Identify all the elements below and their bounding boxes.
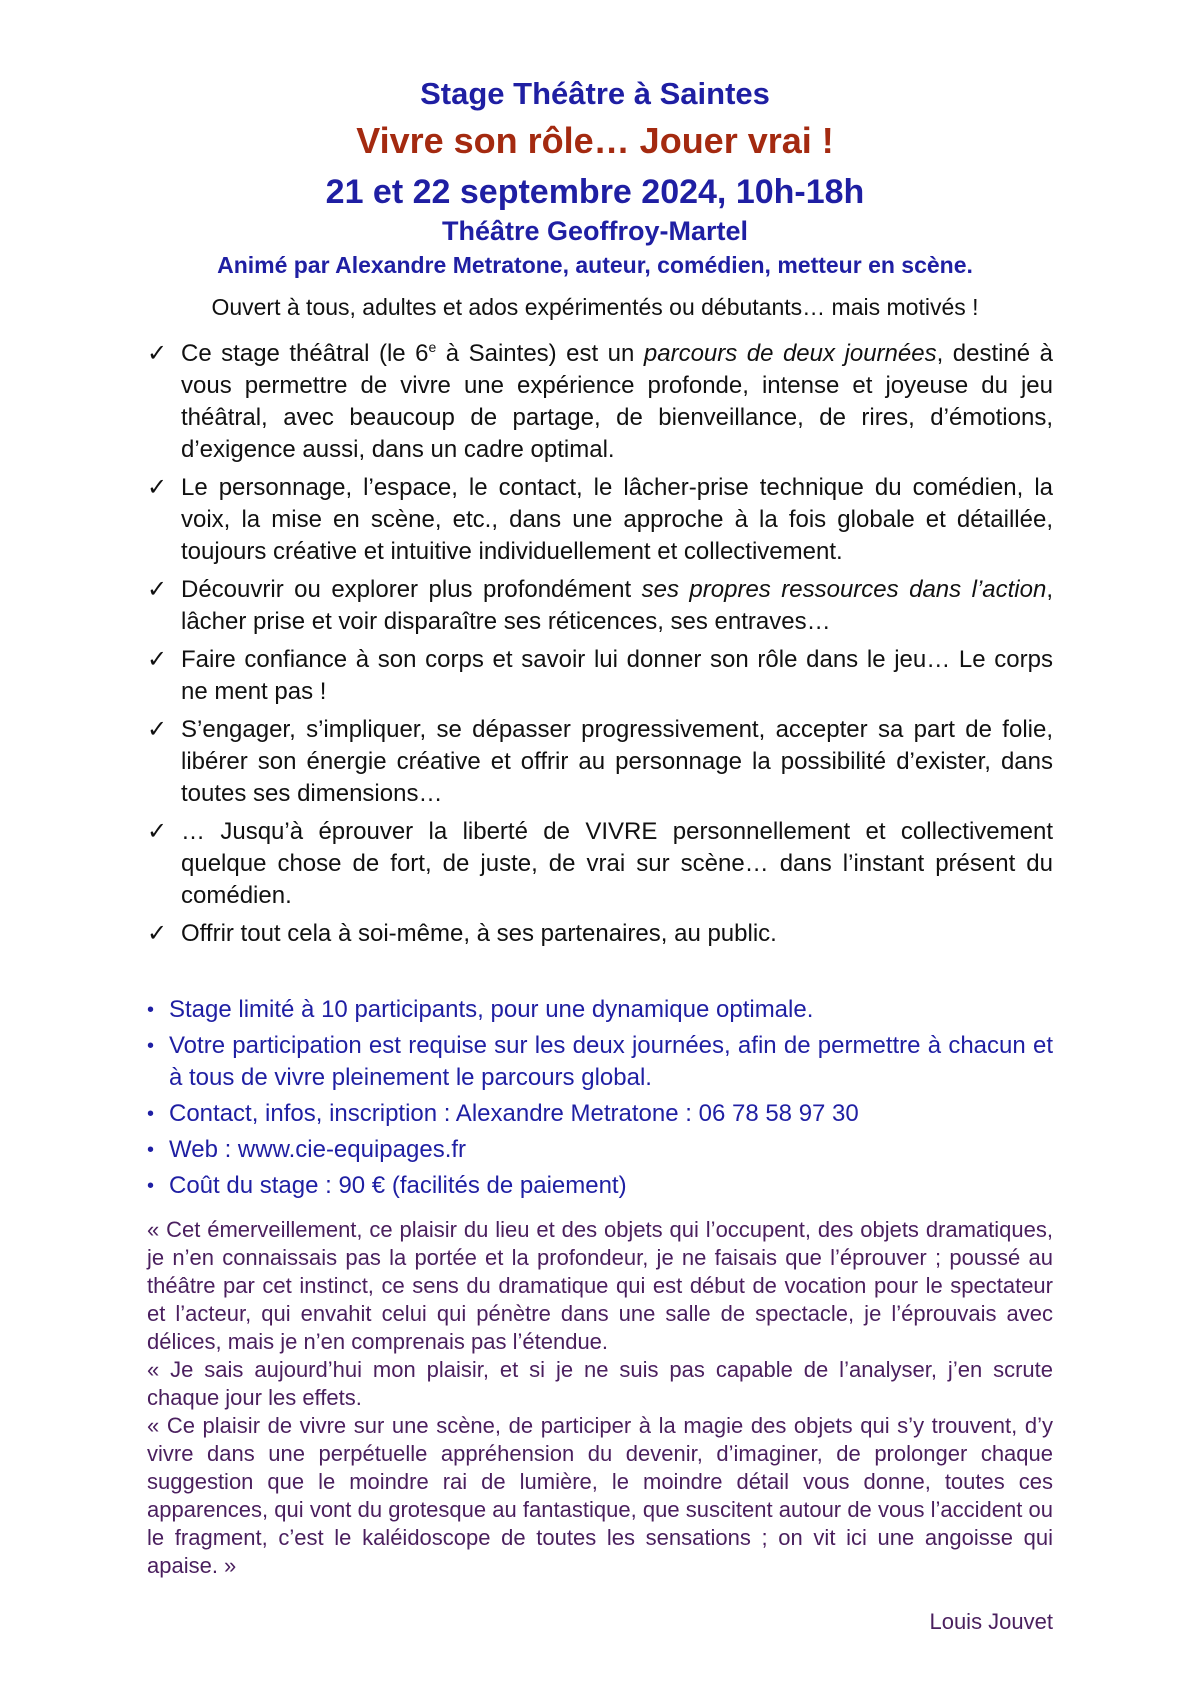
quotation bbox=[147, 1216, 1053, 1580]
info-item-text: Votre participation est requise sur les deux journées, afin de permettre à chacun et à tous de vivre pleinement le parcours global. bbox=[169, 1032, 1053, 1091]
check-item-text: Découvrir ou explorer plus profondément bbox=[181, 576, 642, 603]
check-item bbox=[147, 644, 1053, 708]
quote-paragraph: « Ce plaisir de vivre sur une scène, de participer à la magie des objets qui s’y trouvent, d’y vivre dans une perpétuelle appréhension du devenir, d’imaginer, de prolonger chaque suggestion que le moindre rai de lumière, le moindre détail vous donne, toutes ces apparences, qui vont du grotesque au fantastique, que suscitent autour de vous l’accident ou le fragment, c’est le kaléidoscope de toutes les sensations ; on vit ici une angoisse qui apaise. » bbox=[147, 1413, 1053, 1578]
check-item-text: Faire confiance à son corps et savoir lui donner son rôle dans le jeu… Le corps ne ment pas ! bbox=[181, 646, 1053, 705]
quote-paragraph: « Cet émerveillement, ce plaisir du lieu et des objets qui l’occupent, des objets dramatiques, je n’en connaissais pas la portée et la profondeur, je ne faisais que l’éprouver ; poussé au théâtre par cet instinct, ce sens du dramatique qui est début de vocation pour le spectateur et l’acteur, qui envahit celui qui pénètre dans une salle de spectacle, je l’éprouvais avec délices, mais je n’en comprenais pas l’étendue. bbox=[147, 1217, 1053, 1354]
event-subtitle: Vivre son rôle… Jouer vrai ! bbox=[356, 120, 834, 161]
check-mark-icon: ✓ bbox=[147, 576, 168, 603]
event-audience: Ouvert à tous, adultes et ados expérimentés ou débutants… mais motivés ! bbox=[211, 294, 979, 320]
info-item-text: Coût du stage : 90 € (facilités de paiement) bbox=[169, 1172, 627, 1199]
check-item-text: Ce stage théâtral (le 6 bbox=[181, 340, 429, 367]
bullet-icon: • bbox=[147, 1175, 155, 1197]
info-item-text: Web : www.cie-equipages.fr bbox=[169, 1136, 467, 1163]
event-dates: 21 et 22 septembre 2024, 10h-18h bbox=[325, 173, 865, 211]
check-item bbox=[147, 472, 1053, 568]
bullet-icon: • bbox=[147, 1103, 155, 1125]
check-mark-icon: ✓ bbox=[147, 646, 168, 673]
info-item bbox=[147, 1030, 1053, 1094]
info-item bbox=[147, 1134, 1053, 1166]
event-title: Stage Théâtre à Saintes bbox=[420, 76, 770, 111]
check-item bbox=[147, 574, 1053, 638]
check-mark-icon: ✓ bbox=[147, 818, 168, 845]
quote-paragraph: « Je sais aujourd’hui mon plaisir, et si je ne suis pas capable de l’analyser, j’en scrute chaque jour les effets. bbox=[147, 1357, 1053, 1410]
ordinal-suffix: e bbox=[428, 339, 437, 355]
quote-author: Louis Jouvet bbox=[929, 1609, 1053, 1634]
info-item bbox=[147, 1170, 1053, 1202]
checklist bbox=[147, 338, 1053, 956]
check-mark-icon: ✓ bbox=[147, 474, 168, 501]
check-item bbox=[147, 338, 1053, 466]
check-item-text: , destiné à vous permettre de vivre une expérience profonde, intense et joyeuse du jeu théâtral, avec beaucoup de partage, de bienveillance, de rires, d’émotions, d’exigence aussi, dans un cadre optimal. bbox=[181, 340, 1053, 463]
check-item bbox=[147, 918, 1053, 950]
bullet-icon: • bbox=[147, 1035, 155, 1057]
info-item-text: Contact, infos, inscription : Alexandre Metratone : 06 78 58 97 30 bbox=[169, 1100, 859, 1127]
check-item-emphasis: parcours de deux journées bbox=[643, 340, 937, 367]
event-host: Animé par Alexandre Metratone, auteur, comédien, metteur en scène. bbox=[217, 252, 973, 278]
check-mark-icon: ✓ bbox=[147, 716, 168, 743]
check-item-text: Offrir tout cela à soi-même, à ses partenaires, au public. bbox=[181, 920, 777, 947]
info-item-text: Stage limité à 10 participants, pour une dynamique optimale. bbox=[169, 996, 814, 1023]
check-mark-icon: ✓ bbox=[147, 920, 168, 947]
check-item bbox=[147, 714, 1053, 810]
check-item-text: S’engager, s’impliquer, se dépasser progressivement, accepter sa part de folie, libérer son énergie créative et offrir au personnage la possibilité d’exister, dans toutes ses dimensions… bbox=[181, 716, 1053, 807]
event-venue: Théâtre Geoffroy-Martel bbox=[441, 216, 749, 246]
bullet-icon: • bbox=[147, 999, 155, 1021]
check-item-text: … Jusqu’à éprouver la liberté de VIVRE personnellement et collectivement quelque chose de fort, de juste, de vrai sur scène… dans l’instant présent du comédien. bbox=[181, 818, 1053, 909]
check-mark-icon: ✓ bbox=[147, 340, 168, 367]
bullet-icon: • bbox=[147, 1139, 155, 1161]
info-item bbox=[147, 994, 1053, 1026]
check-item-text: , lâcher prise et voir disparaître ses réticences, ses entraves… bbox=[181, 576, 1054, 635]
check-item bbox=[147, 816, 1053, 912]
check-item-emphasis: ses propres ressources dans l’action bbox=[641, 576, 1047, 603]
info-item bbox=[147, 1098, 1053, 1130]
info-list bbox=[147, 994, 1053, 1206]
check-item-text: Le personnage, l’espace, le contact, le lâcher-prise technique du comédien, la voix, la mise en scène, etc., dans une approche à la fois globale et détaillée, toujours créative et intuitive individuellement et collectivement. bbox=[181, 474, 1053, 565]
check-item-text: à Saintes) est un bbox=[436, 340, 644, 367]
